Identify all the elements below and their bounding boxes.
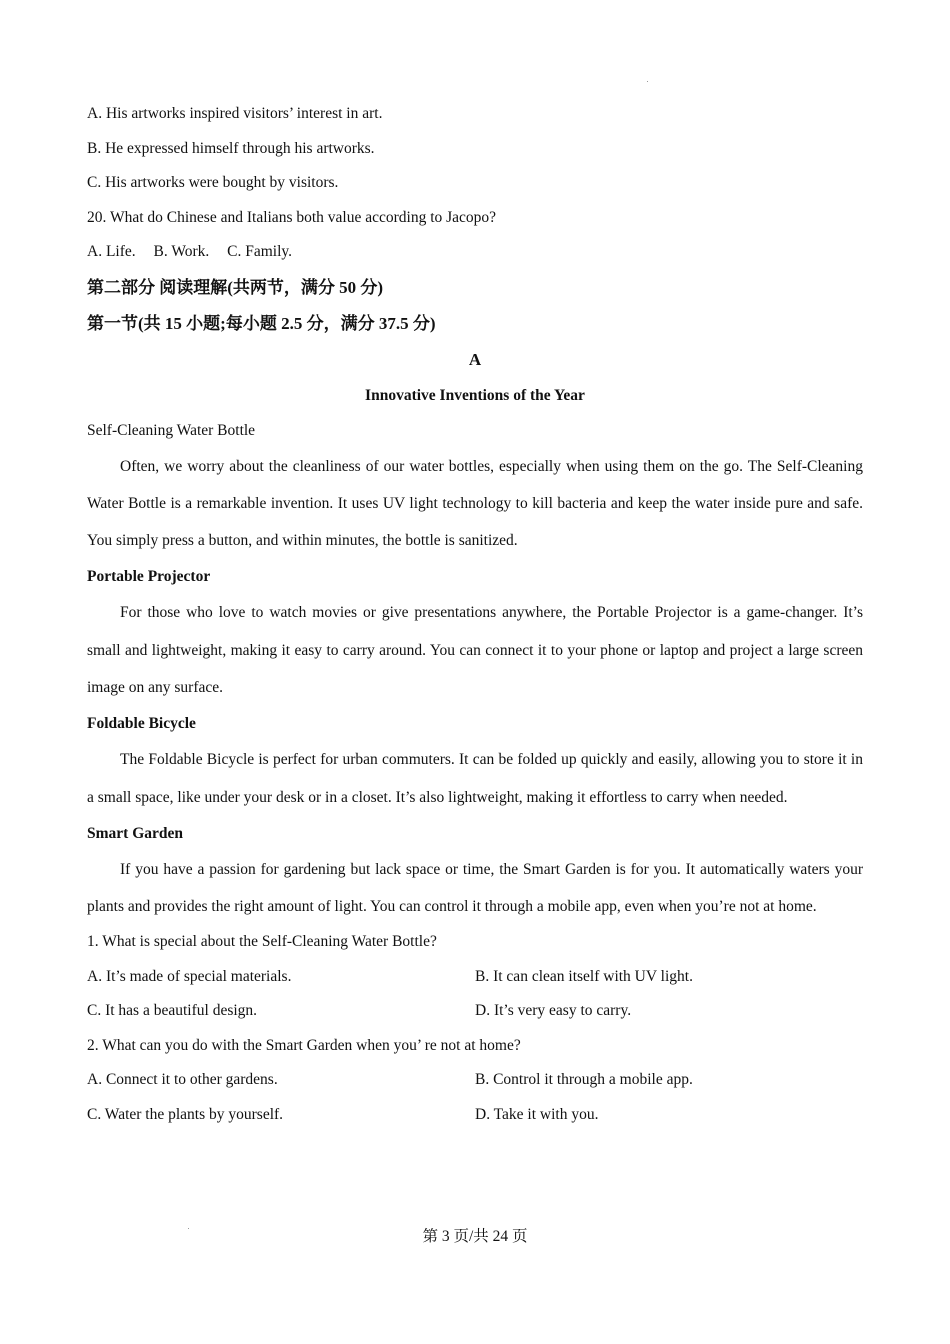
- item-heading: Portable Projector: [87, 568, 211, 586]
- q2-option-b: B. Control it through a mobile app.: [475, 1071, 693, 1089]
- q20-option-a: A. Life.: [87, 243, 136, 260]
- q20-option-c: C. Family.: [227, 243, 293, 260]
- q19-option-c: C. His artworks were bought by visitors.: [87, 174, 339, 191]
- passage-title: Innovative Inventions of the Year: [365, 386, 585, 404]
- q1-options-row: [87, 994, 863, 1029]
- q1-option-a: A. It’s made of special materials.: [87, 967, 292, 985]
- q1-question: 1. What is special about the Self-Cleaning Water Bottle?: [87, 933, 437, 951]
- part2-heading: 第二部分 阅读理解(共两节，满分 50 分): [87, 277, 384, 297]
- q19-option-b: B. He expressed himself through his artworks.: [87, 139, 375, 157]
- q2-option-c: C. Water the plants by yourself.: [87, 1105, 284, 1123]
- q1-option-b: B. It can clean itself with UV light.: [475, 967, 693, 985]
- item-paragraph: If you have a passion for gardening but lack space or time, the Smart Garden is for you. It automatically waters your plants and provides the right amount of light. You can control it through a mobile app, even when you’re not at home.: [87, 860, 863, 916]
- q1-option-c: C. It has a beautiful design.: [87, 1002, 258, 1020]
- item-heading: Smart Garden: [87, 824, 184, 842]
- q19-option-a: A. His artworks inspired visitors’ interest in art.: [87, 105, 383, 122]
- q20-options: [87, 235, 863, 270]
- q20-question: 20. What do Chinese and Italians both value according to Jacopo?: [87, 208, 497, 226]
- item-paragraph: For those who love to watch movies or give presentations anywhere, the Portable Projector is a game-changer. It’s small and lightweight, making it easy to carry around. You can connect it to your phone or laptop and project a large screen image on any surface.: [87, 604, 863, 696]
- item-paragraph: Often, we worry about the cleanliness of our water bottles, especially when using them on the go. The Self-Cleaning Water Bottle is a remarkable invention. It uses UV light technology to kill bacteria and keep the water inside pure and safe. You simply press a button, and within minutes, the bottle is sanitized.: [87, 457, 863, 550]
- q2-question: 2. What can you do with the Smart Garden when you’ re not at home?: [87, 1036, 521, 1054]
- item-paragraph: The Foldable Bicycle is perfect for urban commuters. It can be folded up quickly and easily, allowing you to store it in a small space, like under your desk or in a closet. It’s also lightweight, making it effortless to carry when needed.: [87, 751, 863, 806]
- item-heading: Foldable Bicycle: [87, 715, 196, 733]
- q2-options-row: [87, 1063, 863, 1098]
- q2-option-a: A. Connect it to other gardens.: [87, 1071, 278, 1089]
- page-footer: 第 3 页/共 24 页: [422, 1228, 528, 1245]
- scan-dot: [647, 81, 648, 82]
- section1-heading: 第一节(共 15 小题;每小题 2.5 分，满分 37.5 分): [87, 313, 436, 333]
- q20-option-b: B. Work.: [153, 243, 210, 260]
- item-heading: Self-Cleaning Water Bottle: [87, 421, 256, 439]
- passage-letter: A: [468, 349, 482, 369]
- q2-options-row: [87, 1098, 863, 1133]
- q1-option-d: D. It’s very easy to carry.: [475, 1002, 632, 1020]
- q2-option-d: D. Take it with you.: [475, 1105, 599, 1123]
- q1-options-row: [87, 960, 863, 995]
- exam-page: [87, 97, 863, 1132]
